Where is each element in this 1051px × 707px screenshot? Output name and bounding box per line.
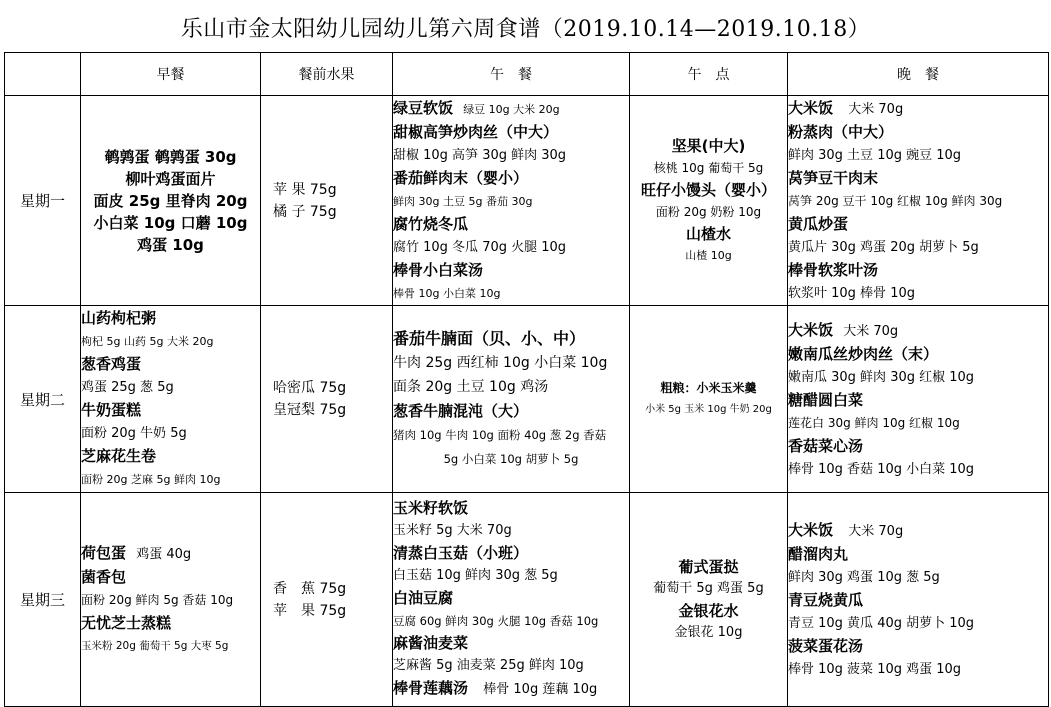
dish-ingredients: 嫩南瓜 30g 鲜肉 30g 红椒 10g (788, 369, 975, 385)
dish-name: 莴笋豆干肉末 (788, 169, 879, 187)
dish-name: 清蒸白玉菇（小班） (393, 544, 529, 563)
dish-name: 菠菜蛋花汤 (788, 637, 864, 655)
dish-name: 香菇菜心汤 (788, 436, 864, 455)
fruit-item: 皇冠梨 75g (273, 402, 347, 418)
lunch-cell (393, 96, 630, 306)
menu-line: 小白菜 10g 口蘑 10g (93, 213, 248, 232)
dish-name: 番茄牛腩面（贝、小、中） (393, 329, 586, 348)
header-row (5, 53, 1049, 96)
dish-name: 棒骨软浆叶汤 (788, 261, 879, 279)
menu-table (4, 52, 1049, 707)
dish-ingredients: 金银花 10g (674, 624, 743, 640)
dish-name: 山药枸杞粥 (81, 309, 157, 327)
page-title: 乐山市金太阳幼儿园幼儿第六周食谱（2019.10.14—2019.10.18） (180, 17, 871, 42)
fruit-item: 橘 子 75g (273, 203, 337, 220)
menu-line: 面皮 25g 里脊肉 20g (93, 191, 248, 210)
dish-name: 青豆烧黄瓜 (788, 591, 864, 609)
menu-line: 鸡蛋 10g (137, 235, 204, 254)
table-row (5, 306, 1049, 493)
fruit-cell (261, 493, 393, 707)
dish-name: 无忧芝士蒸糕 (81, 614, 172, 632)
dish-name: 葱香牛腩混沌（大） (393, 402, 529, 420)
menu-line (393, 677, 629, 702)
dish-name: 番茄鲜肉末（婴小） (393, 169, 529, 187)
dish-ingredients: 玉米籽 5g 大米 70g (393, 522, 512, 538)
dish-name: 牛奶蛋糕 (81, 401, 142, 419)
dish-ingredients: 豆腐 60g 鲜肉 30g 火腿 10g 香菇 10g (393, 613, 599, 628)
dish-ingredients: 面粉 20g 牛奶 5g (81, 426, 187, 441)
dish-ingredients: 玉米粉 20g 葡萄干 5g 大枣 5g (81, 640, 229, 652)
menu-line (788, 318, 1048, 343)
dish-ingredients: 棒骨 10g 小白菜 10g (393, 287, 501, 300)
fruit-item: 苹 果 75g (273, 181, 337, 198)
table-row (5, 96, 1049, 306)
dish-ingredients: 面粉 20g 鲜肉 5g 香菇 10g (81, 593, 234, 607)
header-breakfast: 早餐 (81, 53, 261, 96)
dish-ingredients: 腐竹 10g 冬瓜 70g 火腿 10g (393, 240, 567, 255)
dish-ingredients: 芝麻酱 5g 油麦菜 25g 鲜肉 10g (393, 657, 584, 673)
dish-name: 葡式蛋挞 (678, 557, 739, 576)
day-label: 星期二 (5, 306, 81, 493)
fruit-cell (261, 96, 393, 306)
dish-name: 旺仔小馒头（婴小） (640, 180, 776, 199)
breakfast-cell (81, 96, 261, 306)
dish-ingredients: 鲜肉 30g 土豆 10g 豌豆 10g (788, 148, 962, 163)
header-snack: 午 点 (630, 53, 788, 96)
dish-name: 坚果(中大) (671, 136, 746, 155)
dish-name: 大米饭 (788, 99, 834, 117)
dish-name: 甜椒高笋炒肉丝（中大） (393, 123, 559, 141)
menu-line: 鹌鹑蛋 鹌鹑蛋 30g (104, 147, 237, 166)
dish-name: 芝麻花生卷 (81, 447, 157, 465)
dish-name: 黄瓜炒蛋 (788, 215, 849, 233)
dish-ingredients: 黄瓜片 30g 鸡蛋 20g 胡萝卜 5g (788, 240, 979, 255)
dish-name: 糖醋圆白菜 (788, 390, 864, 409)
header-blank (5, 53, 81, 96)
menu-line (393, 96, 629, 121)
day-label: 星期一 (5, 96, 81, 306)
snack-cell (630, 306, 788, 493)
dish-name: 大米饭 (788, 320, 834, 339)
dish-ingredients: 小米 5g 玉米 10g 牛奶 20g (645, 404, 772, 415)
dish-ingredients: 鸡蛋 25g 葱 5g (81, 380, 174, 395)
dish-name: 棒骨莲藕汤 (393, 679, 469, 698)
dish-name: 腐竹烧冬瓜 (393, 215, 469, 233)
dish-ingredients: 葡萄干 5g 鸡蛋 5g (653, 580, 764, 596)
dish-name: 荷包蛋 (81, 544, 127, 562)
menu-line (788, 96, 1048, 121)
dish-ingredients: 枸杞 5g 山药 5g 大米 20g (81, 335, 214, 348)
menu-line (788, 518, 1048, 543)
dish-name: 绿豆软饭 (393, 99, 454, 117)
dish-ingredients: 白玉菇 10g 鲜肉 30g 葱 5g (393, 567, 558, 583)
dish-name: 金银花水 (678, 601, 739, 620)
breakfast-cell (81, 493, 261, 707)
dish-ingredients: 山楂 10g (685, 248, 732, 262)
dish-ingredients: 棒骨 10g 香菇 10g 小白菜 10g (788, 461, 975, 477)
menu-line: 柳叶鸡蛋面片 (125, 169, 216, 188)
dish-name: 葱香鸡蛋 (81, 355, 142, 373)
dish-ingredients: 棒骨 10g 菠菜 10g 鸡蛋 10g (788, 662, 962, 677)
dish-ingredients: 鲜肉 30g 土豆 5g 番茄 30g (393, 195, 533, 208)
fruit-cell (261, 306, 393, 493)
breakfast-cell (81, 306, 261, 493)
dish-ingredients: 面粉 20g 奶粉 10g (655, 204, 762, 219)
snack-cell (630, 96, 788, 306)
dish-ingredients: 鸡蛋 40g (136, 547, 192, 562)
dish-name: 玉米籽软饭 (393, 499, 469, 518)
dish-ingredients: 软浆叶 10g 棒骨 10g (788, 286, 915, 301)
dish-ingredients: 棒骨 10g 莲藕 10g (483, 682, 598, 698)
dish-name: 醋溜肉丸 (788, 545, 849, 563)
dish-ingredients: 大米 70g (843, 323, 899, 339)
dish-ingredients: 大米 70g (848, 524, 904, 539)
dish-ingredients: 面粉 20g 芝麻 5g 鲜肉 10g (81, 473, 221, 486)
dish-name: 大米饭 (788, 521, 834, 539)
dish-name: 粗粮：小米玉米羹 (660, 381, 757, 395)
dish-ingredients: 核桃 10g 葡萄干 5g (653, 160, 764, 175)
day-label: 星期三 (5, 493, 81, 707)
dish-ingredients: 5g 小白菜 10g 胡萝卜 5g (443, 452, 579, 466)
fruit-item: 哈密瓜 75g (273, 380, 347, 396)
dish-name: 山楂水 (685, 224, 731, 243)
header-fruit: 餐前水果 (261, 53, 393, 96)
table-row (5, 493, 1049, 707)
dish-ingredients: 甜椒 10g 高笋 30g 鲜肉 30g (393, 148, 567, 163)
lunch-cell (393, 493, 630, 707)
dish-ingredients: 青豆 10g 黄瓜 40g 胡萝卜 10g (788, 616, 975, 631)
menu-line (81, 541, 260, 566)
dish-ingredients: 猪肉 10g 牛肉 10g 面粉 40g 葱 2g 香菇 (393, 428, 607, 442)
dish-name: 嫩南瓜丝炒肉丝（末） (788, 344, 939, 363)
dish-ingredients: 牛肉 25g 西红柿 10g 小白菜 10g (393, 355, 608, 371)
dish-ingredients: 莴笋 20g 豆干 10g 红椒 10g 鲜肉 30g (788, 194, 1003, 208)
header-lunch: 午 餐 (393, 53, 630, 96)
header-dinner: 晚 餐 (788, 53, 1049, 96)
dish-ingredients: 鲜肉 30g 鸡蛋 10g 葱 5g (788, 570, 940, 585)
lunch-cell (393, 306, 630, 493)
dish-name: 粉蒸肉（中大） (788, 123, 894, 141)
dinner-cell (788, 493, 1049, 707)
snack-cell (630, 493, 788, 707)
dish-name: 白油豆腐 (393, 589, 454, 608)
dish-name: 麻酱油麦菜 (393, 634, 469, 653)
dish-ingredients: 绿豆 10g 大米 20g (463, 103, 560, 116)
fruit-item: 香 蕉 75g (273, 580, 347, 597)
fruit-item: 苹 果 75g (273, 602, 347, 619)
dish-ingredients: 莲花白 30g 鲜肉 10g 红椒 10g (788, 415, 960, 430)
dish-ingredients: 面条 20g 土豆 10g 鸡汤 (393, 379, 549, 395)
dinner-cell (788, 306, 1049, 493)
dish-name: 棒骨小白菜汤 (393, 261, 484, 279)
dinner-cell (788, 96, 1049, 306)
dish-ingredients: 大米 70g (848, 102, 904, 117)
dish-name: 菌香包 (81, 568, 127, 586)
